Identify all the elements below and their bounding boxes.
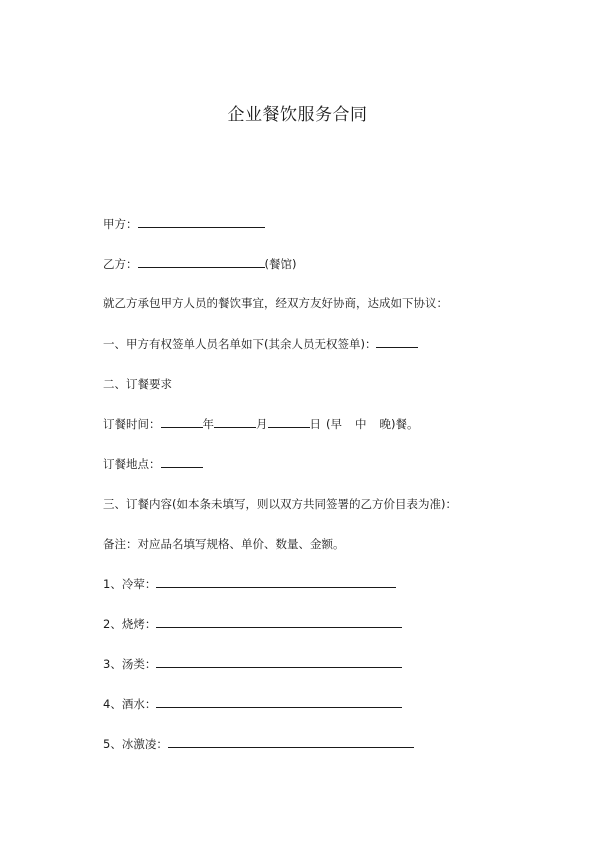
clause-3-text: 三、订餐内容(如本条未填写，则以双方共同签署的乙方价目表为准)： bbox=[103, 497, 457, 511]
item-blank[interactable] bbox=[156, 576, 396, 588]
meal-late: 晚) bbox=[379, 417, 396, 431]
meal-mid: 中 bbox=[355, 417, 367, 431]
document-title: 企业餐饮服务合同 bbox=[227, 105, 368, 125]
item-line-5 bbox=[103, 736, 414, 752]
party-b-line bbox=[103, 256, 296, 272]
note-text: 备注：对应品名填写规格、单价、数量、金额。 bbox=[103, 537, 345, 551]
item-line-1 bbox=[103, 576, 396, 592]
party-a-blank[interactable] bbox=[138, 216, 265, 228]
meal-suffix: 餐。 bbox=[395, 417, 419, 431]
order-month-blank[interactable] bbox=[214, 416, 256, 428]
party-a-line bbox=[103, 216, 265, 232]
item-label: 1、冷荤： bbox=[103, 577, 157, 591]
item-label: 2、烧烤： bbox=[103, 617, 157, 631]
item-line-4 bbox=[103, 696, 402, 712]
order-place-label: 订餐地点： bbox=[103, 457, 161, 471]
order-day-label: 日 bbox=[309, 417, 321, 431]
order-year-label: 年 bbox=[202, 417, 214, 431]
item-label: 5、冰激凌： bbox=[103, 737, 168, 751]
order-month-label: 月 bbox=[256, 417, 268, 431]
item-blank[interactable] bbox=[156, 616, 402, 628]
order-time-label: 订餐时间： bbox=[103, 417, 161, 431]
meal-early: (早 bbox=[326, 417, 342, 431]
item-blank[interactable] bbox=[156, 656, 402, 668]
item-label: 3、汤类： bbox=[103, 657, 157, 671]
item-label: 4、酒水： bbox=[103, 697, 157, 711]
item-blank[interactable] bbox=[168, 736, 414, 748]
order-time-line bbox=[103, 416, 419, 432]
order-day-blank[interactable] bbox=[268, 416, 310, 428]
party-a-label: 甲方： bbox=[103, 217, 138, 231]
party-b-suffix: (餐馆) bbox=[264, 257, 297, 271]
item-blank[interactable] bbox=[156, 696, 402, 708]
clause-1-text: 一、甲方有权签单人员名单如下(其余人员无权签单)： bbox=[103, 337, 377, 351]
order-year-blank[interactable] bbox=[161, 416, 203, 428]
clause-1-blank[interactable] bbox=[376, 336, 418, 348]
party-b-label: 乙方： bbox=[103, 257, 138, 271]
item-line-2 bbox=[103, 616, 402, 632]
order-place-line bbox=[103, 456, 203, 472]
clause-2-heading: 二、订餐要求 bbox=[103, 377, 172, 391]
order-place-blank[interactable] bbox=[161, 456, 203, 468]
intro-text: 就乙方承包甲方人员的餐饮事宜，经双方友好协商，达成如下协议： bbox=[103, 296, 448, 310]
item-line-3 bbox=[103, 656, 402, 672]
clause-1-line bbox=[103, 336, 418, 352]
party-b-blank[interactable] bbox=[138, 256, 265, 268]
